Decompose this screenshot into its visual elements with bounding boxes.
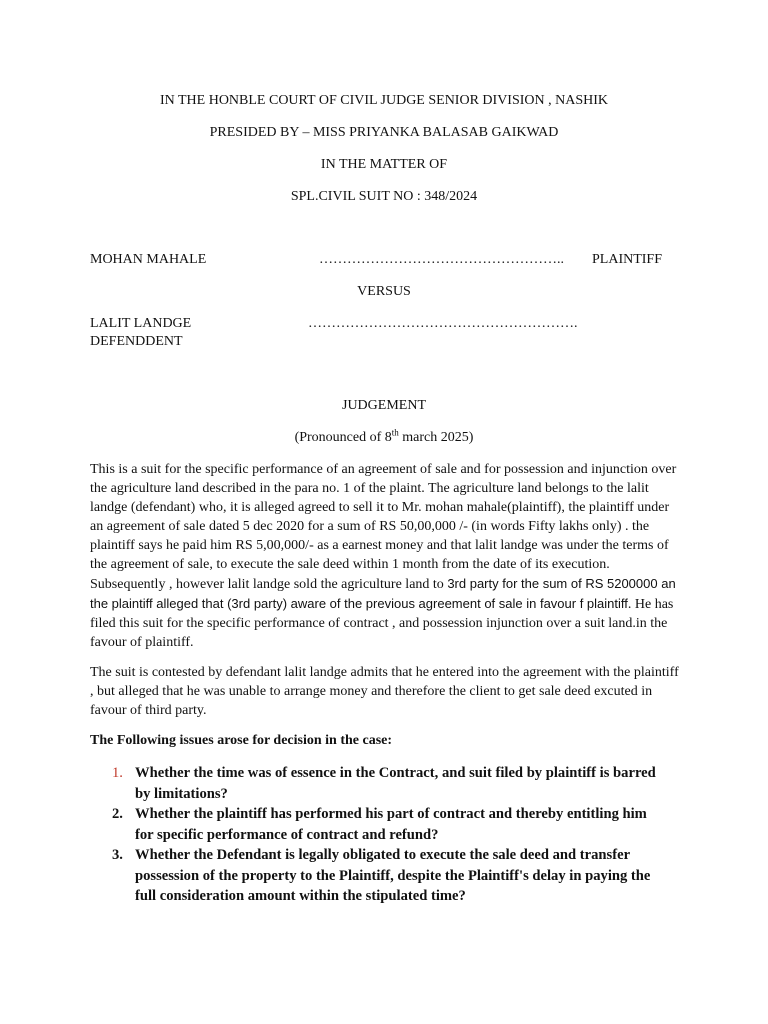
plaintiff-dots: ……………………………………………..: [319, 252, 564, 267]
plaintiff-name: MOHAN MAHALE: [90, 252, 207, 267]
paragraph-line: favour of third party.: [90, 703, 207, 718]
issue-number: 2.: [112, 806, 123, 822]
issue-item: [90, 804, 690, 845]
judgement-title: JUDGEMENT: [342, 398, 426, 413]
issue-number: 1.: [112, 765, 123, 781]
issue-line: Whether the Defendant is legally obligated to execute the sale deed and transfer: [135, 847, 631, 863]
court-heading: IN THE HONBLE COURT OF CIVIL JUDGE SENIOR DIVISION , NASHIK: [159, 93, 609, 108]
paragraph-segment: Subsequently , however lalit landge sold the agriculture land to: [90, 577, 448, 592]
paragraph-line: plaintiff says he paid him RS 5,00,000/- as a earnest money and that lalit landge was under the terms of: [90, 538, 669, 553]
paragraph-line: an agreement of sale dated 5 dec 2020 for a sum of RS 50,00,000 /- (in words Fifty lakhs only) . the: [90, 519, 650, 534]
issue-line: possession of the property to the Plaintiff, despite the Plaintiff's delay in paying the: [135, 867, 651, 884]
pronounced-prefix: (Pronounced of 8: [294, 430, 392, 445]
matter-heading: IN THE MATTER OF: [320, 157, 448, 172]
issues-heading: The Following issues arose for decision in the case:: [90, 733, 393, 748]
suit-number: SPL.CIVIL SUIT NO : 348/2024: [290, 189, 478, 204]
issue-line: Whether the plaintiff has performed his part of contract and thereby entitling him: [135, 806, 647, 822]
defendant-label: DEFENDDENT: [90, 334, 183, 349]
issue-number: 3.: [112, 847, 123, 863]
plaintiff-label: PLAINTIFF: [592, 252, 663, 267]
issue-line: full consideration amount within the stipulated time?: [135, 888, 466, 904]
paragraph-segment-sans: 3rd party for the sum of RS 5200000 an: [447, 576, 676, 591]
paragraph-line: landge (defendant) who, it is alleged agreed to sell it to Mr. mohan mahale(plaintiff), the plaintiff under: [90, 500, 670, 515]
paragraph-line: [90, 574, 680, 594]
pronounced-suffix: march 2025): [398, 430, 474, 445]
paragraph-line: The suit is contested by defendant lalit landge admits that he entered into the agreement with the plaintiff: [90, 665, 679, 680]
issue-item: [90, 845, 690, 907]
issue-item: [90, 763, 690, 804]
pronounced-superscript: th: [391, 427, 399, 438]
presiding-judge: PRESIDED BY – MISS PRIYANKA BALASAB GAIKWAD: [209, 125, 559, 140]
paragraph-line: the agreement of sale, to execute the sale deed within 1 month from the date of its execution.: [90, 557, 610, 572]
contest-paragraph: [90, 663, 680, 720]
facts-paragraph: [90, 460, 680, 652]
paragraph-line: filed this suit for the specific performance of contract , and possession injunction over a suit land.in the: [90, 616, 668, 631]
paragraph-segment-sans: the plaintiff alleged that (3rd party) aware of the previous agreement of sale in favour f plaintiff: [90, 596, 628, 611]
paragraph-line: [90, 594, 680, 614]
issues-list: [90, 763, 690, 907]
paragraph-line: This is a suit for the specific performance of an agreement of sale and for possession and injunction over: [90, 462, 677, 477]
paragraph-line: the agriculture land described in the para no. 1 of the plaint. The agriculture land belongs to the lalit: [90, 481, 649, 496]
paragraph-line: , but alleged that he was unable to arrange money and therefore the client to get sale deed excuted in: [90, 684, 653, 699]
paragraph-segment: . He has: [627, 597, 674, 612]
paragraph-line: favour of plaintiff.: [90, 635, 194, 650]
issue-line: by limitations?: [135, 785, 228, 802]
issue-line: Whether the time was of essence in the Contract, and suit filed by plaintiff is barred: [135, 765, 656, 781]
versus: VERSUS: [357, 284, 411, 299]
defendant-name: LALIT LANDGE: [90, 316, 192, 331]
pronounced-date: [0, 427, 768, 446]
issue-line: for specific performance of contract and refund?: [135, 826, 439, 843]
defendant-dots: ………………………………………………….: [308, 316, 578, 331]
